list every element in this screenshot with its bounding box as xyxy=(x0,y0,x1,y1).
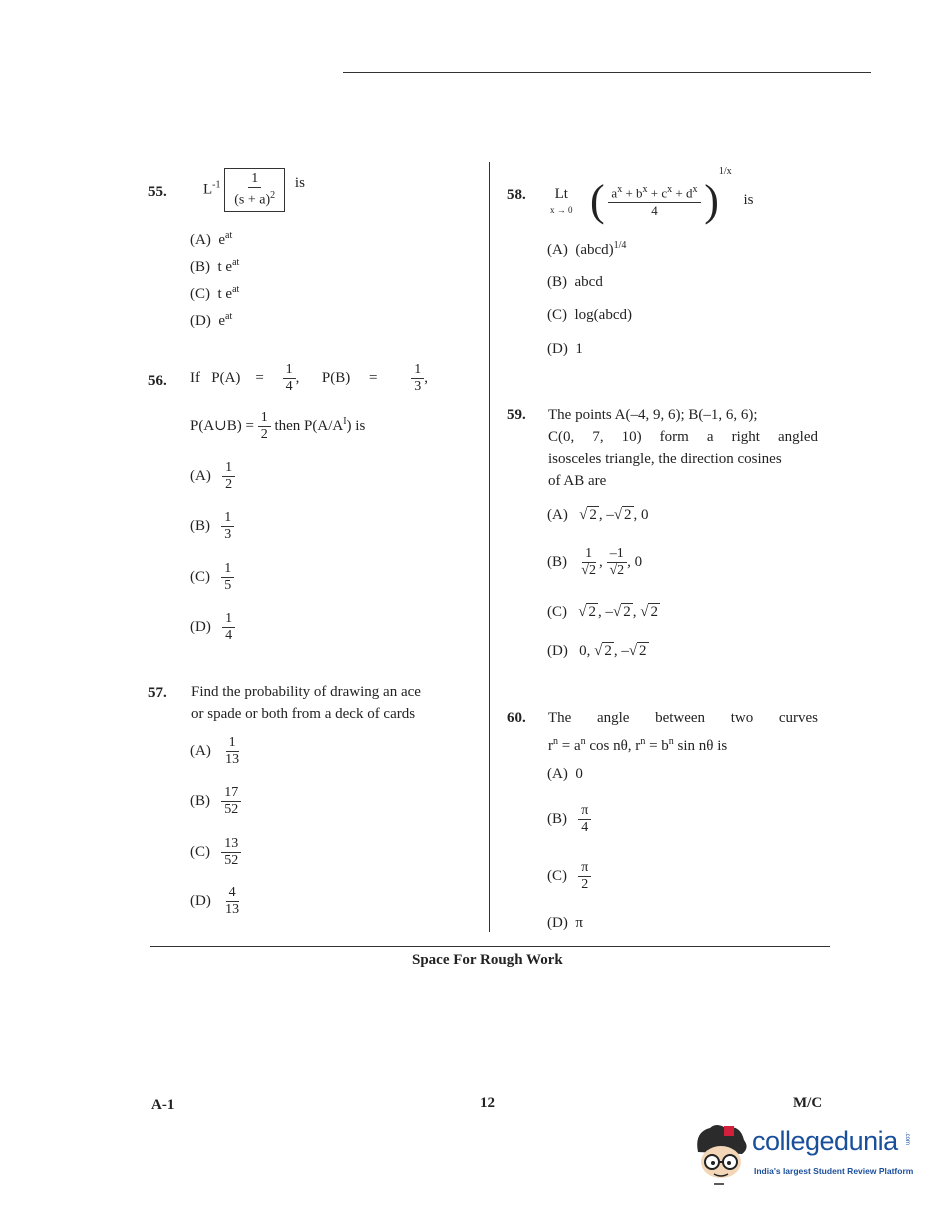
q56-number: 56. xyxy=(148,373,167,389)
q57-line1: Find the probability of drawing an ace xyxy=(191,684,421,700)
q57-number: 57. xyxy=(148,685,167,701)
brand-tagline: India's largest Student Review Platform xyxy=(754,1166,914,1176)
q58-limit: Lt x → 0 xyxy=(550,186,573,215)
q57-option-d: (D) $\frac{4}{13}$ xyxy=(190,885,240,917)
q55-option-d: (D) $e^{at}$ xyxy=(190,311,233,329)
q57-option-c: (C) $\frac{13}{52}$ xyxy=(190,836,241,869)
q60-line2: $r^n = a^n$ cos nθ, $r^n = b^n$ sin nθ is xyxy=(548,736,728,754)
q56-option-b: (B) $\frac{1}{3}$ xyxy=(190,510,234,543)
q59-option-b: (B) $\frac{1}{√2}$ , $\frac{-1}{√2}$ , 0 xyxy=(547,546,643,578)
q60-option-b: (B) $\frac{\pi}{4}$ xyxy=(547,803,591,836)
q58-option-d: (D) 1 xyxy=(547,341,583,357)
q56-option-d: (D) $\frac{1}{4}$ xyxy=(190,611,235,644)
q55-expression: $L^{-1}$ $\frac{1}{(s + a)^2}$ is xyxy=(203,168,305,212)
q58-option-b: (B) abcd xyxy=(547,274,603,290)
brand-com: .com xyxy=(904,1132,910,1146)
q60-option-d: (D) π xyxy=(547,915,583,931)
footer-left: A-1 xyxy=(151,1097,175,1113)
q59-option-d: (D) 0, √ 2 , –√ 2 xyxy=(547,643,647,659)
q58-option-a: (A) (abcd)$^{1/4}$ xyxy=(547,240,627,258)
q60-number: 60. xyxy=(507,710,526,726)
q56-line2: P(A∪B) = $\frac{1}{2}$ then $P(A/A^I)$ is xyxy=(190,410,366,442)
q57-option-b: (B) $\frac{17}{52}$ xyxy=(190,785,241,818)
q59-option-a: (A) √ 2 , –√ 2 , 0 xyxy=(547,507,649,523)
page-number: 12 xyxy=(480,1095,495,1111)
q55-number: 55. xyxy=(148,184,167,200)
q58-expression: ( $\frac{a^x + b^x + c^x + d^x}{4}$ )$^{1/x}$ is xyxy=(590,166,754,226)
q55-option-a: (A) $e^{at}$ xyxy=(190,230,233,248)
q59-line2: C(0, 7, 10) form a right angled xyxy=(548,429,818,445)
column-divider xyxy=(489,162,490,932)
q58-number: 58. xyxy=(507,187,526,203)
q57-option-a: (A) $\frac{1}{13}$ xyxy=(190,735,240,767)
q59-line1: The points A(–4, 9, 6); B(–1, 6, 6); xyxy=(548,407,758,423)
q60-line1: The angle between two curves xyxy=(548,710,818,726)
q58-option-c: (C) log(abcd) xyxy=(547,307,632,323)
q59-option-c: (C) √ 2 , –√ 2 , √ 2 xyxy=(547,604,658,620)
top-rule xyxy=(343,72,871,73)
footer-right: M/C xyxy=(793,1095,823,1111)
mascot-icon xyxy=(690,1122,752,1188)
q56-option-c: (C) $\frac{1}{5}$ xyxy=(190,561,234,594)
q59-line3: isosceles triangle, the direction cosines xyxy=(548,451,782,467)
q60-option-c: (C) $\frac{\pi}{2}$ xyxy=(547,860,591,893)
brand-logo xyxy=(690,1122,930,1192)
rough-work-rule xyxy=(150,946,830,947)
rough-work-label: Space For Rough Work xyxy=(412,952,563,968)
q56-option-a: (A) $\frac{1}{2}$ xyxy=(190,460,235,493)
q55-option-c: (C) t $e^{at}$ xyxy=(190,284,240,302)
brand-name: collegedunia xyxy=(752,1126,898,1156)
q60-option-a: (A) 0 xyxy=(547,766,583,782)
q55-option-b: (B) t $e^{at}$ xyxy=(190,257,240,275)
q59-number: 59. xyxy=(507,407,526,423)
q59-line4: of AB are xyxy=(548,473,607,489)
q57-line2: or spade or both from a deck of cards xyxy=(191,706,416,722)
q56-line1: If P(A) = $\frac{1}{4}$ , P(B) = $\frac{1}{3}$ , xyxy=(190,362,428,394)
